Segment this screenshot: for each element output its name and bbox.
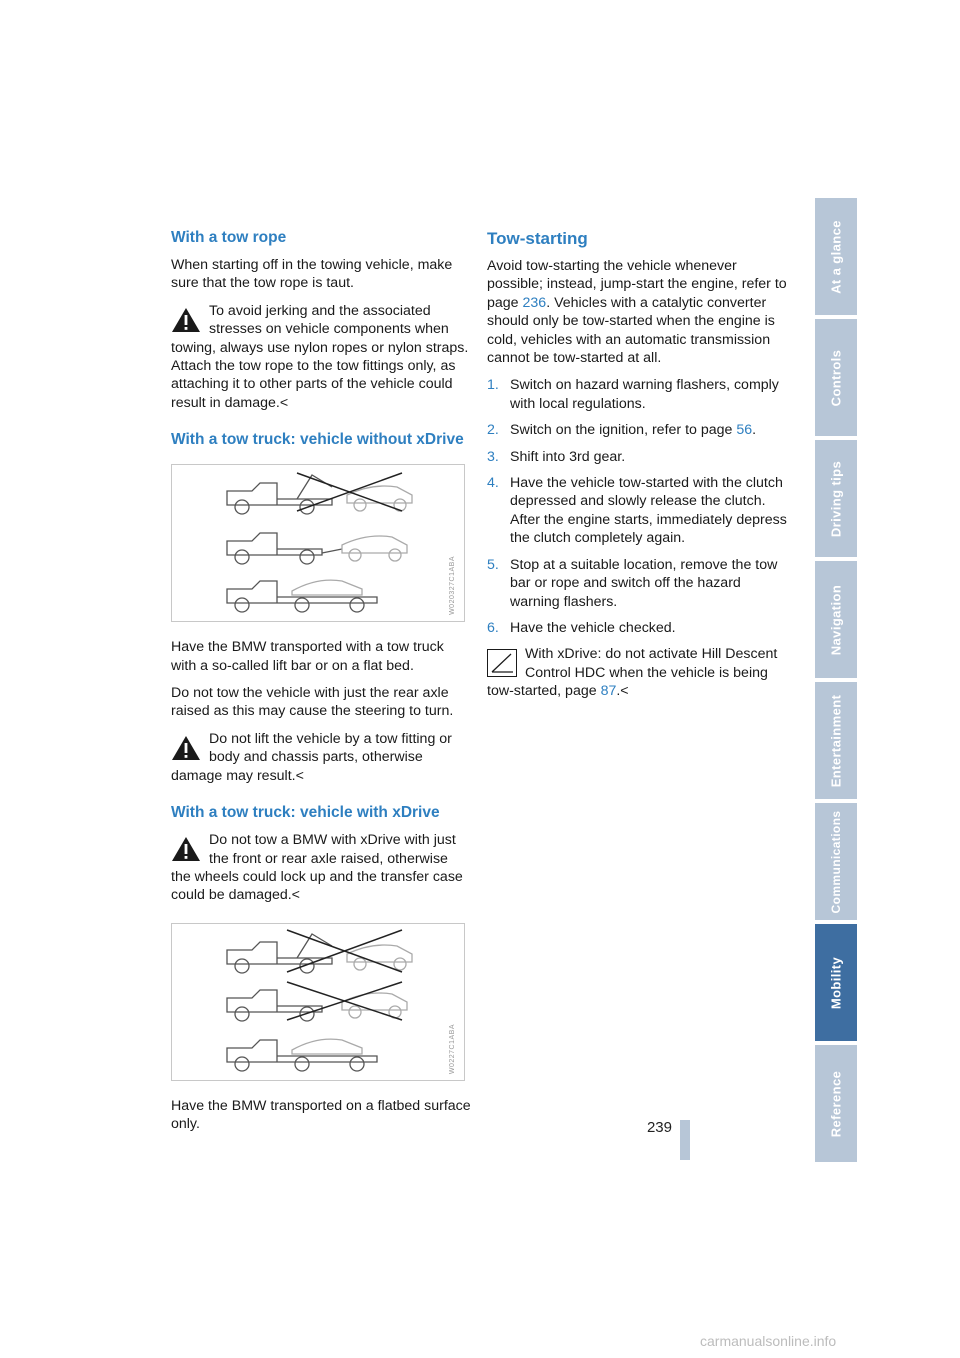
step-item: 3. Shift into 3rd gear. [487,448,626,465]
page-link-87[interactable]: 87 [600,683,617,700]
note-arrow-icon [487,649,517,677]
warning-triangle-icon [171,734,201,762]
figure-code: W0227C1ABA [448,1023,456,1074]
step-item: 4. Have the vehicle tow-started with the clutch depressed and slowly release the clutch. After the engine starts, immediately depress the clutch completely again. [487,475,787,547]
tow-truck-illustration [172,924,464,1080]
warning-triangle-icon [171,835,201,863]
step-item: 1. Switch on hazard warning flashers, comply with local regulations. [487,377,779,412]
chapter-tabs [815,198,857,1166]
tab-reference[interactable]: Reference [815,1045,857,1162]
tow-starting-heading: Tow-starting [487,229,588,248]
tab-at-a-glance[interactable]: At a glance [815,198,857,315]
tab-entertainment[interactable]: Entertainment [815,682,857,799]
watermark: carmanualsonline.info [700,1333,837,1349]
xdrive-warning: Do not tow a BMW with xDrive with just the front or rear axle raised, otherwise the wheels could lock up and the transfer case could be damaged.< [171,832,463,904]
tab-mobility[interactable]: Mobility [815,924,857,1041]
no-xdrive-paragraph-2: Do not tow the vehicle with just the rear axle raised as this may cause the steering to turn. [171,685,454,720]
tab-driving-tips[interactable]: Driving tips [815,440,857,557]
left-column [171,228,471,1143]
tow-starting-intro: Avoid tow-starting the vehicle whenever possible; instead, jump-start the engine, refer to page 236. Vehicles with a catalytic converter should only be tow-started when the engine is cold, vehicles with an automatic transmission cannot be tow-started at all. [487,258,787,367]
no-xdrive-paragraph-1: Have the BMW transported with a tow truck with a so-called lift bar or on a flat bed. [171,639,444,674]
tow-starting-steps [487,376,787,637]
tow-truck-figure-xdrive [171,923,465,1081]
right-column [487,228,787,710]
page-link-236[interactable]: 236 [522,294,547,311]
xdrive-note: With xDrive: do not activate Hill Descent Control HDC when the vehicle is being tow-started, page 87.< [487,646,778,700]
no-xdrive-warning: Do not lift the vehicle by a tow fitting or body and chassis parts, otherwise damage may result.< [171,730,452,784]
step-item: 5. Stop at a suitable location, remove the tow bar or rope and switch off the hazard warning flashers. [487,556,778,610]
xdrive-heading: With a tow truck: vehicle with xDrive [171,804,440,822]
warning-triangle-icon [171,306,201,334]
step-item: 6. Have the vehicle checked. [487,619,676,636]
tow-truck-figure-no-xdrive [171,464,465,622]
no-xdrive-heading: With a tow truck: vehicle without xDrive [171,431,464,449]
tab-communications[interactable]: Communications [815,803,857,920]
figure-code: W020327C1ABA [448,556,456,616]
tow-rope-heading: With a tow rope [171,229,287,246]
page-link-56[interactable]: 56 [736,422,753,439]
tow-rope-warning: To avoid jerking and the associated stresses on vehicle components when towing, always use nylon ropes or nylon straps. Attach the tow rope to the tow fittings only, as attaching it to other parts of the vehicle could result in damage.< [171,302,469,411]
xdrive-paragraph: Have the BMW transported on a flatbed surface only. [171,1097,471,1133]
page-number-bar [680,1120,690,1160]
tow-truck-illustration [172,465,464,621]
tow-rope-paragraph: When starting off in the towing vehicle, make sure that the tow rope is taut. [171,257,453,292]
tab-controls[interactable]: Controls [815,319,857,436]
tab-navigation[interactable]: Navigation [815,561,857,678]
step-item: 2. Switch on the ignition, refer to page 56. [487,422,757,439]
page-number: 239 [646,1119,672,1136]
